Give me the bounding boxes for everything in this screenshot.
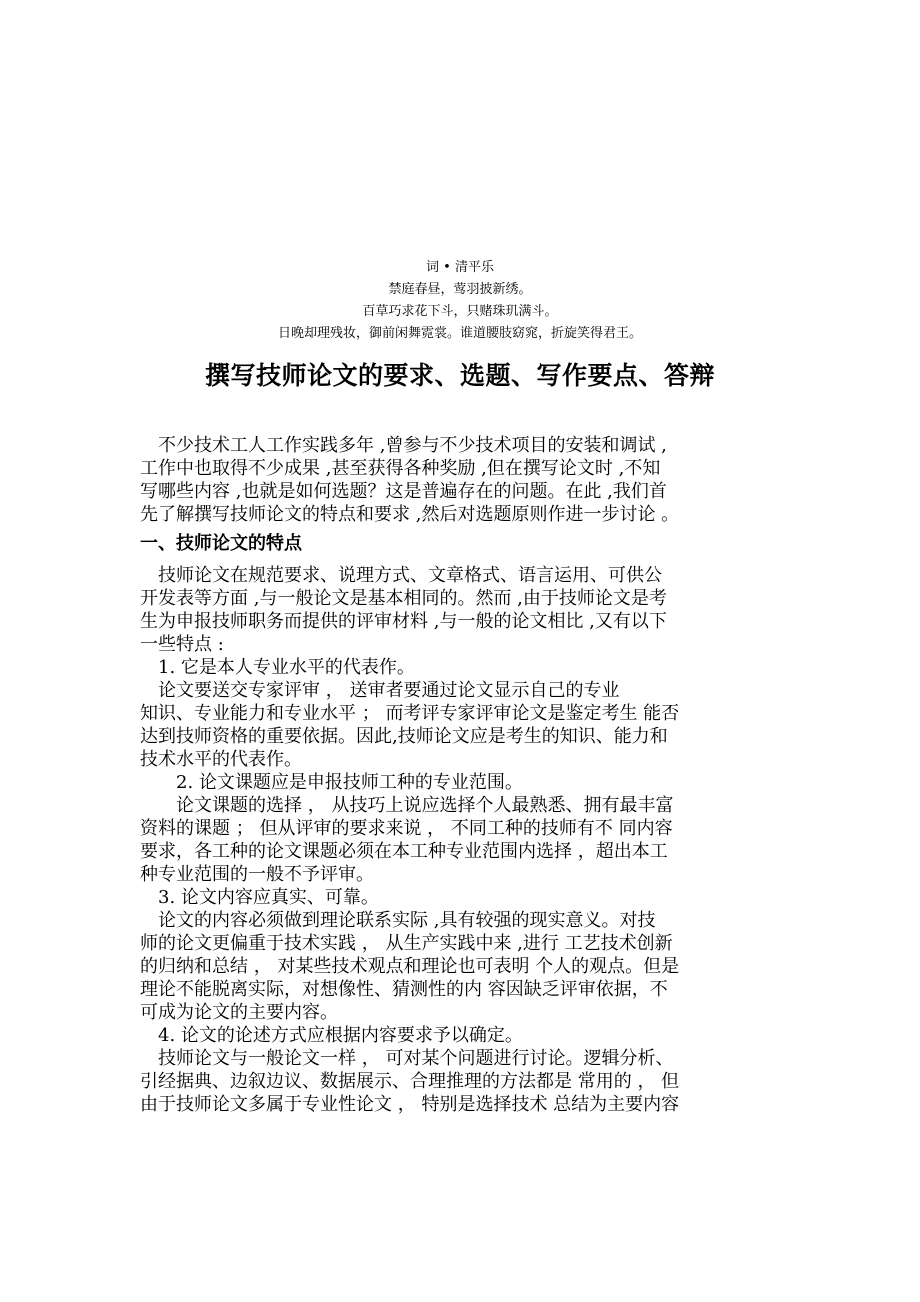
body-line: 论文的内容必须做到理论联系实际 ,具有较强的现实意义。对技	[140, 910, 656, 931]
body-line: 开发表等方面 ,与一般论文是基本相同的。然而 ,由于技师论文是考	[140, 588, 667, 609]
body-line: 3. 论文内容应真实、可靠。	[140, 887, 379, 908]
poem-line: 百草巧求花下斗，只赌珠玑满斗。	[362, 304, 558, 319]
body-line: 种专业范围的一般不予评审。	[140, 864, 374, 885]
body-line: 要求，各工种的论文课题必须在本工种专业范围内选择 ，超出本工	[140, 841, 668, 862]
body-line: 论文课题的选择 ， 从技巧上说应选择个人最熟悉、拥有最丰富	[140, 795, 674, 816]
document-title: 撰写技师论文的要求、选题、写作要点、答辩	[204, 361, 715, 390]
poem-line: 禁庭春昼，莺羽披新绣。	[388, 282, 532, 297]
body-line: 技师论文与一般论文一样 ， 可对某个问题进行讨论。逻辑分析、	[140, 1048, 674, 1069]
body-line: 引经据典、边叙边议、数据展示、合理推理的方法都是 常用的 ， 但	[140, 1071, 680, 1092]
body-line: 达到技师资格的重要依据。因此,技师论文应是考生的知识、能力和	[140, 726, 668, 747]
body-line: 理论不能脱离实际，对想像性、猜测性的内 容因缺乏评审依据，不	[140, 979, 668, 1000]
body-line: 4. 论文的论述方式应根据内容要求予以确定。	[140, 1025, 523, 1046]
body-line: 的归纳和总结 ， 对某些技术观点和理论也可表明 个人的观点。但是	[140, 956, 680, 977]
body-line: 技师论文在规范要求、说理方式、文章格式、语言运用、可供公	[140, 565, 662, 586]
body-line: 2. 论文课题应是申报技师工种的专业范围。	[140, 772, 523, 793]
body-line: 一些特点 :	[140, 634, 224, 655]
intro-line: 写哪些内容 ,也就是如何选题？这是普遍存在的问题。在此 ,我们首	[140, 481, 667, 502]
intro-line: 先了解撰写技师论文的特点和要求 ,然后对选题原则作进一步讨论 。	[140, 504, 680, 525]
poem-title: 词 • 清平乐	[426, 260, 494, 275]
poem-line: 日晚却理残妆，御前闲舞霓裳。谁道腰肢窈窕，折旋笑得君王。	[277, 326, 642, 341]
body-line: 由于技师论文多属于专业性论文 ， 特别是选择技术 总结为主要内容	[140, 1094, 680, 1115]
document-body	[140, 434, 790, 1116]
intro-line: 不少技术工人工作实践多年 ,曾参与不少技术项目的安装和调试 ,	[140, 435, 667, 456]
poem	[0, 258, 920, 346]
body-line: 技术水平的代表作。	[140, 749, 302, 770]
body-line: 1. 它是本人专业水平的代表作。	[140, 657, 415, 678]
body-line: 师的论文更偏重于技术实践 ， 从生产实践中来 ,进行 工艺技术创新	[140, 933, 673, 954]
intro-line: 工作中也取得不少成果 ,甚至获得各种奖励 ,但在撰写论文时 ,不知	[140, 458, 661, 479]
body-line: 论文要送交专家评审 ， 送审者要通过论文显示自己的专业	[140, 680, 620, 701]
body-line: 生为申报技师职务而提供的评审材料 ,与一般的论文相比 ,又有以下	[140, 611, 667, 632]
body-line: 资料的课题 ； 但从评审的要求来说 ， 不同工种的技师有不 同内容	[140, 818, 673, 839]
body-line: 知识、专业能力和专业水平 ； 而考评专家评审论文是鉴定考生 能否	[140, 703, 680, 724]
section-heading: 一、技师论文的特点	[140, 533, 302, 554]
body-line: 可成为论文的主要内容。	[140, 1002, 338, 1023]
